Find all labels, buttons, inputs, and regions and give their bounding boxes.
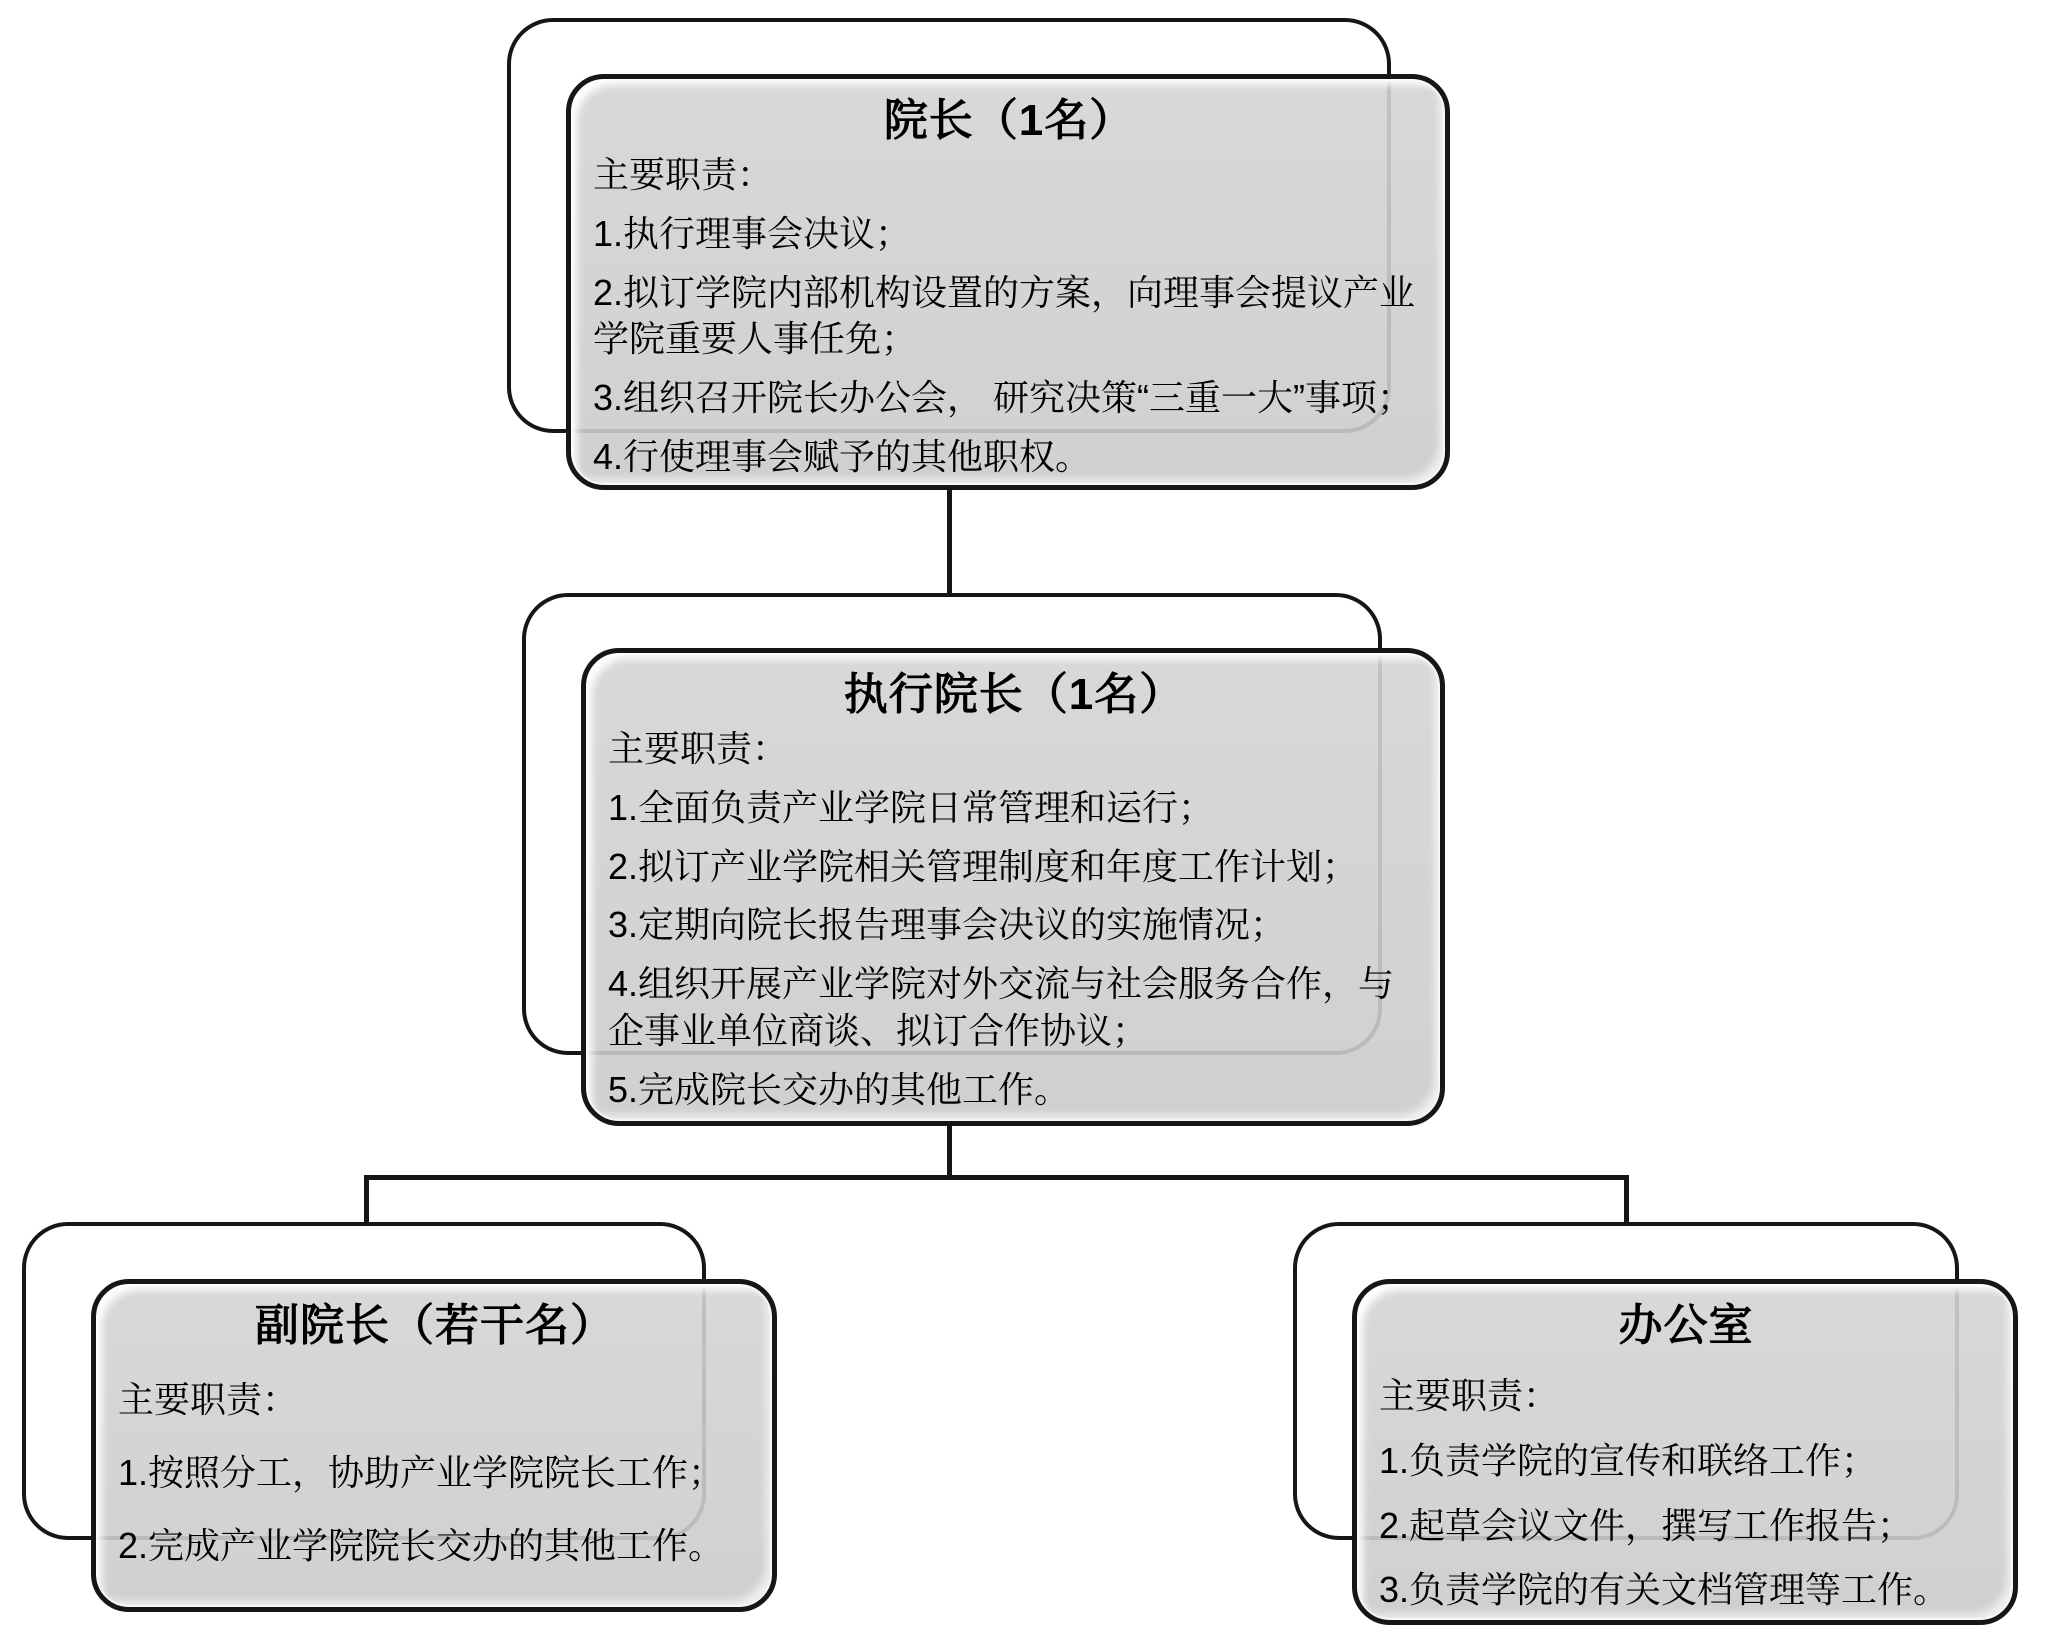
node-vice-dean [91,1279,777,1612]
office-duty-3: 3.负责学院的有关文档管理等工作。 [1379,1569,1950,1611]
office-intro: 主要职责： [1379,1375,1560,1416]
executive-dean-duty-4: 4.组织开展产业学院对外交流与社会服务合作，与企事业单位商谈、拟订合作协议； [608,963,1395,1051]
executive-dean-title: 执行院长（1名） [843,670,1185,719]
executive-dean-duty-5: 5.完成院长交办的其他工作。 [608,1068,1071,1110]
connector-drop-vice-dean [364,1175,369,1225]
vice-dean-body [118,1377,752,1569]
dean-duty-3: 3.组织召开院长办公会， 研究决策“三重一大”事项； [593,377,1414,419]
connector-drop-office [1624,1175,1629,1225]
dean-title: 院长（1名） [883,96,1135,145]
vice-dean-duty-2: 2.完成产业学院院长交办的其他工作。 [118,1524,725,1566]
office-title: 办公室 [1618,1301,1754,1350]
dean-duty-4: 4.行使理事会赋予的其他职权。 [593,435,1092,477]
vice-dean-duty-1: 1.按照分工，协助产业学院院长工作； [118,1451,725,1493]
node-executive-dean [581,648,1445,1126]
connector-executive-stem [947,1124,952,1178]
executive-dean-duty-2: 2.拟订产业学院相关管理制度和年度工作计划； [608,845,1359,887]
executive-dean-intro: 主要职责： [608,728,789,769]
connector-dean-to-executive [947,488,952,596]
office-duty-1: 1.负责学院的宣传和联络工作； [1379,1439,1878,1481]
executive-dean-body [608,726,1420,1114]
executive-dean-duty-3: 3.定期向院长报告理事会决议的实施情况； [608,904,1287,946]
office-body [1379,1373,1993,1614]
dean-duty-2: 2.拟订学院内部机构设置的方案，向理事会提议产业学院重要人事任免； [593,271,1416,360]
node-dean [566,74,1450,490]
vice-dean-intro: 主要职责： [118,1379,299,1420]
dean-body [593,152,1425,481]
dean-duty-1: 1.执行理事会决议； [593,212,912,254]
dean-intro: 主要职责： [593,154,774,195]
office-duty-2: 2.起草会议文件，撰写工作报告； [1379,1504,1914,1546]
executive-dean-duty-1: 1.全面负责产业学院日常管理和运行； [608,786,1215,828]
vice-dean-title: 副院长（若干名） [255,1301,615,1350]
node-office [1352,1279,2018,1625]
connector-horizontal-bar [364,1175,1629,1180]
